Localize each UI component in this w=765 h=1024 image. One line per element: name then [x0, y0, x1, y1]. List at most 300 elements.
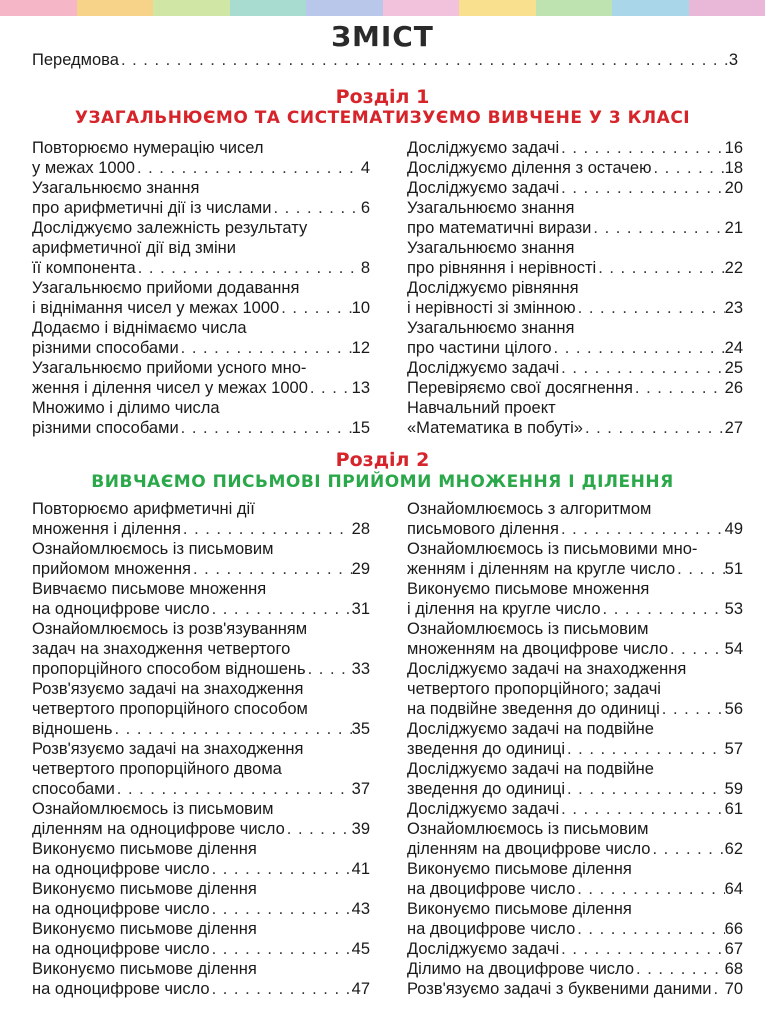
toc-entry[interactable] — [407, 198, 743, 238]
entry-title: про частини цілого — [407, 339, 552, 357]
toc-entry-line — [407, 959, 743, 979]
entry-title: Досліджуємо задачі — [407, 139, 560, 157]
toc-entry-line — [407, 499, 743, 519]
page-number: 16 — [724, 139, 743, 157]
entry-title: на одноцифрове число — [32, 900, 210, 918]
page-number: 45 — [351, 940, 370, 958]
section-1-left-column — [32, 138, 370, 438]
leader-dots — [210, 979, 352, 999]
entry-title: четвертого пропорційного двома — [32, 760, 282, 778]
toc-entry-line — [32, 839, 370, 859]
entry-title: Ознайомлюємось із розв'язуванням — [32, 620, 308, 638]
leader-dots — [633, 378, 725, 398]
color-strip-segment — [306, 0, 383, 16]
entry-title: прийомом множення — [32, 560, 191, 578]
entry-title: Узагальнюємо знання — [32, 179, 200, 197]
entry-title: Перевіряємо свої досягнення — [407, 379, 633, 397]
toc-entry-line — [407, 879, 743, 899]
toc-entry[interactable] — [407, 799, 743, 819]
toc-entry-line — [32, 539, 370, 559]
entry-title: Виконуємо письмове ділення — [32, 840, 257, 858]
toc-entry-line — [32, 799, 370, 819]
toc-entry-line — [32, 519, 370, 539]
leader-dots — [559, 358, 724, 378]
page-number: 27 — [724, 419, 743, 437]
toc-entry-line — [407, 659, 743, 679]
entry-title: Виконуємо письмове ділення — [32, 920, 257, 938]
toc-entry-line — [407, 899, 743, 919]
color-strip-segment — [383, 0, 460, 16]
toc-entry-line — [32, 939, 370, 959]
entry-title: зведення до одиниці — [407, 740, 565, 758]
toc-entry-line — [32, 398, 370, 418]
leader-dots — [559, 519, 725, 539]
entry-title: Досліджуємо ділення з остачею — [407, 159, 652, 177]
toc-entry[interactable] — [407, 819, 743, 859]
page-number: 29 — [351, 560, 370, 578]
toc-entry-line — [32, 278, 370, 298]
leader-dots — [210, 859, 352, 879]
entry-title: Вивчаємо письмове множення — [32, 580, 267, 598]
page-number: 47 — [351, 980, 370, 998]
toc-entry-line — [407, 719, 743, 739]
color-strip-segment — [153, 0, 230, 16]
leader-dots — [115, 779, 352, 799]
toc-entry-line — [32, 599, 370, 619]
leader-dots — [308, 378, 352, 398]
page-number: 13 — [351, 379, 370, 397]
entry-title: Досліджуємо задачі — [407, 179, 560, 197]
section-1-label: Розділ 1 — [335, 86, 430, 108]
toc-entry-line — [32, 138, 370, 158]
leader-dots — [559, 799, 724, 819]
entry-title: і віднімання чисел у межах 1000 — [32, 299, 280, 317]
toc-entry[interactable] — [407, 719, 743, 759]
leader-dots — [112, 719, 351, 739]
toc-entry[interactable] — [407, 939, 743, 959]
color-strip-segment — [0, 0, 77, 16]
page-number: 56 — [724, 700, 743, 718]
entry-title: на одноцифрове число — [32, 860, 210, 878]
toc-entry-line — [32, 699, 370, 719]
leader-dots — [285, 819, 352, 839]
toc-entry-line — [32, 579, 370, 599]
toc-entry-line — [407, 599, 743, 619]
page-number: 43 — [351, 900, 370, 918]
entry-title: зведення до одиниці — [407, 780, 565, 798]
entry-title: Ділимо на двоцифрове число — [407, 960, 635, 978]
leader-dots — [210, 599, 352, 619]
page-number: 25 — [724, 359, 743, 377]
leader-dots — [210, 899, 352, 919]
toc-entry[interactable] — [407, 619, 743, 659]
entry-title: на подвійне зведення до одиниці — [407, 700, 660, 718]
toc-entry[interactable] — [407, 899, 743, 939]
entry-title: женням і діленням на кругле число — [407, 560, 676, 578]
toc-entry-line — [32, 198, 370, 218]
toc-entry[interactable] — [32, 579, 370, 619]
page-number: 15 — [351, 419, 370, 437]
entry-title: Ознайомлюємось із письмовим — [32, 540, 274, 558]
page-number: 59 — [724, 780, 743, 798]
entry-title: Навчальний проект — [407, 399, 556, 417]
leader-dots — [596, 258, 724, 278]
leader-dots — [575, 879, 724, 899]
section-1-title: УЗАГАЛЬНЮЄМО ТА СИСТЕМАТИЗУЄМО ВИВЧЕНЕ У 3 КЛАСІ — [74, 108, 691, 128]
toc-entry-line — [32, 499, 370, 519]
leader-dots — [210, 939, 352, 959]
toc-entry-line — [407, 338, 743, 358]
leader-dots — [601, 599, 725, 619]
entry-title: різними способами — [32, 339, 179, 357]
color-strip-segment — [77, 0, 154, 16]
page-number: 70 — [724, 980, 743, 998]
entry-title: Узагальнюємо прийоми додавання — [32, 279, 300, 297]
leader-dots — [668, 639, 725, 659]
toc-entry[interactable] — [407, 178, 743, 198]
entry-title: Досліджуємо задачі — [407, 940, 560, 958]
toc-entry[interactable] — [407, 358, 743, 378]
entry-title: і ділення на кругле число — [407, 600, 601, 618]
color-strip-segment — [689, 0, 765, 16]
page-number: 37 — [351, 780, 370, 798]
toc-entry-line — [407, 979, 743, 999]
toc-entry-line — [32, 318, 370, 338]
toc-entry-line — [32, 619, 370, 639]
leader-dots — [135, 158, 361, 178]
entry-title: Виконуємо письмове ділення — [32, 880, 257, 898]
entry-title: її компонента — [32, 259, 136, 277]
toc-entry-line — [407, 739, 743, 759]
toc-entry[interactable] — [32, 499, 370, 539]
toc-entry-line — [407, 679, 743, 699]
page-number: 22 — [724, 259, 743, 277]
toc-entry-line — [32, 899, 370, 919]
entry-title: на двоцифрове число — [407, 880, 576, 898]
entry-title: четвертого пропорційного способом — [32, 700, 308, 718]
leader-dots — [271, 198, 360, 218]
entry-title: «Математика в побуті» — [407, 419, 583, 437]
color-strip-segment — [230, 0, 307, 16]
entry-title: Множимо і ділимо числа — [32, 399, 220, 417]
page-number: 20 — [724, 179, 743, 197]
page-number: 21 — [724, 219, 743, 237]
page-number: 39 — [351, 820, 370, 838]
entry-title: Досліджуємо задачі — [407, 359, 560, 377]
leader-dots — [191, 559, 352, 579]
page-number: 28 — [351, 520, 370, 538]
entry-title: Досліджуємо залежність результату — [32, 219, 308, 237]
entry-title: Узагальнюємо прийоми усного мно- — [32, 359, 307, 377]
toc-entry[interactable] — [32, 398, 370, 438]
toc-entry-line — [32, 759, 370, 779]
toc-entry[interactable] — [32, 619, 370, 679]
toc-entry-line — [32, 218, 370, 238]
page-number: 23 — [724, 299, 743, 317]
entry-title: Ознайомлюємось із письмовим — [32, 800, 274, 818]
leader-dots — [712, 979, 725, 999]
entry-title: пропорційного способом відношень — [32, 660, 306, 678]
page-number: 54 — [724, 640, 743, 658]
toc-entry-line — [407, 398, 743, 418]
entry-title: письмового ділення — [407, 520, 559, 538]
leader-dots — [559, 138, 724, 158]
toc-entry-line — [32, 679, 370, 699]
entry-title: про математичні вирази — [407, 219, 592, 237]
toc-entry-line — [407, 559, 743, 579]
toc-entry-line — [407, 939, 743, 959]
toc-entry[interactable] — [407, 378, 743, 398]
leader-dots — [634, 959, 725, 979]
toc-entry[interactable] — [407, 278, 743, 318]
leader-dots — [675, 559, 724, 579]
page-number: 41 — [351, 860, 370, 878]
section-2-title: ВИВЧАЄМО ПИСЬМОВІ ПРИЙОМИ МНОЖЕННЯ І ДІЛЕННЯ — [91, 472, 674, 492]
leader-dots — [651, 158, 724, 178]
page-number: 24 — [724, 339, 743, 357]
toc-entry-line — [407, 158, 743, 178]
entry-title: Виконуємо письмове ділення — [32, 960, 257, 978]
toc-entry-line — [32, 819, 370, 839]
leader-dots — [279, 298, 351, 318]
entry-title: на одноцифрове число — [32, 600, 210, 618]
leader-dots — [565, 779, 725, 799]
page-number: 26 — [724, 379, 743, 397]
page-number: 51 — [724, 560, 743, 578]
entry-title: Досліджуємо задачі на знаходження — [407, 660, 687, 678]
page-number: 3 — [728, 51, 738, 69]
toc-entry-line — [407, 619, 743, 639]
page-number: 4 — [360, 159, 370, 177]
color-strip-segment — [459, 0, 536, 16]
toc-entry-line — [407, 779, 743, 799]
toc-entry-line — [407, 519, 743, 539]
leader-dots — [576, 298, 725, 318]
entry-title: множення і ділення — [32, 520, 181, 538]
toc-entry-line — [407, 178, 743, 198]
toc-entry[interactable] — [407, 979, 743, 999]
page-number: 57 — [724, 740, 743, 758]
toc-entry[interactable] — [32, 839, 370, 879]
entry-title: діленням на одноцифрове число — [32, 820, 285, 838]
leader-dots — [559, 178, 724, 198]
toc-entry-line — [407, 639, 743, 659]
toc-entry-line — [32, 358, 370, 378]
page-number: 12 — [351, 339, 370, 357]
toc-entry[interactable] — [32, 318, 370, 358]
toc-entry[interactable] — [407, 238, 743, 278]
toc-entry-line — [32, 378, 370, 398]
leader-dots — [179, 338, 352, 358]
toc-entry[interactable] — [407, 318, 743, 358]
toc-entry-line — [32, 859, 370, 879]
leader-dots — [660, 699, 725, 719]
leader-dots — [559, 939, 724, 959]
entry-title: Виконуємо письмове ділення — [407, 860, 632, 878]
toc-entry[interactable] — [32, 178, 370, 218]
page-number: 66 — [724, 920, 743, 938]
page-number: 64 — [724, 880, 743, 898]
entry-title: ження і ділення чисел у межах 1000 — [32, 379, 308, 397]
color-strip-segment — [536, 0, 613, 16]
entry-title: Узагальнюємо знання — [407, 199, 575, 217]
entry-title: на одноцифрове число — [32, 980, 210, 998]
toc-entry-line — [407, 298, 743, 318]
toc-entry[interactable] — [32, 218, 370, 278]
toc-entry-line — [32, 338, 370, 358]
toc-entry[interactable] — [407, 959, 743, 979]
toc-entry-line — [407, 198, 743, 218]
leader-dots — [119, 50, 729, 70]
toc-entry[interactable] — [407, 499, 743, 539]
toc-entry-line — [407, 358, 743, 378]
toc-entry-line — [32, 719, 370, 739]
entry-title: діленням на двоцифрове число — [407, 840, 651, 858]
entry-title: про арифметичні дії із числами — [32, 199, 272, 217]
entry-title: Виконуємо письмове ділення — [407, 900, 632, 918]
toc-entry[interactable] — [32, 879, 370, 919]
toc-entry-line — [407, 539, 743, 559]
page-number: 8 — [360, 259, 370, 277]
page-number: 10 — [351, 299, 370, 317]
toc-entry-line — [407, 318, 743, 338]
toc-entry-line — [32, 959, 370, 979]
entry-title: Передмова — [32, 51, 119, 69]
toc-entry-line — [32, 418, 370, 438]
entry-title: Виконуємо письмове множення — [407, 580, 650, 598]
toc-entry-line — [32, 919, 370, 939]
toc-entry-line — [32, 559, 370, 579]
toc-entry-line — [407, 258, 743, 278]
entry-title: Узагальнюємо знання — [407, 319, 575, 337]
entry-title: Узагальнюємо знання — [407, 239, 575, 257]
page-number: 6 — [360, 199, 370, 217]
preface-entry[interactable] — [32, 50, 738, 70]
toc-entry-line — [407, 378, 743, 398]
page-title: ЗМІСТ — [331, 20, 434, 53]
toc-entry[interactable] — [32, 358, 370, 398]
toc-entry[interactable] — [32, 959, 370, 999]
toc-entry[interactable] — [32, 739, 370, 799]
entry-title: Ознайомлюємось із письмовими мно- — [407, 540, 698, 558]
toc-entry[interactable] — [407, 539, 743, 579]
toc-entry[interactable] — [407, 759, 743, 799]
toc-entry-line — [32, 779, 370, 799]
toc-entry[interactable] — [32, 278, 370, 318]
toc-entry-line — [32, 238, 370, 258]
toc-entry-line — [407, 278, 743, 298]
leader-dots — [179, 418, 352, 438]
toc-entry[interactable] — [407, 659, 743, 719]
leader-dots — [650, 839, 724, 859]
toc-entry-line — [32, 178, 370, 198]
entry-title: способами — [32, 780, 115, 798]
toc-entry-line — [407, 418, 743, 438]
entry-title: на одноцифрове число — [32, 940, 210, 958]
color-strip-segment — [612, 0, 689, 16]
toc-entry-line — [32, 739, 370, 759]
page-number: 33 — [351, 660, 370, 678]
toc-entry-line — [407, 759, 743, 779]
entry-title: Розв'язуємо задачі на знаходження — [32, 740, 304, 758]
page-number: 18 — [724, 159, 743, 177]
entry-title: задач на знаходження четвертого — [32, 640, 291, 658]
toc-entry[interactable] — [407, 158, 743, 178]
toc-entry[interactable] — [407, 138, 743, 158]
leader-dots — [136, 258, 361, 278]
entry-title: Ознайомлюємось з алгоритмом — [407, 500, 652, 518]
section-2-left-column — [32, 499, 370, 999]
page-number: 61 — [724, 800, 743, 818]
leader-dots — [591, 218, 724, 238]
toc-entry-line — [407, 839, 743, 859]
leader-dots — [575, 919, 724, 939]
toc-entry-line — [407, 579, 743, 599]
toc-entry[interactable] — [32, 919, 370, 959]
entry-title: Розв'язуємо задачі на знаходження — [32, 680, 304, 698]
toc-entry-line — [407, 819, 743, 839]
section-2-label: Розділ 2 — [335, 449, 430, 471]
entry-title: Розв'язуємо задачі з буквеними даними — [407, 980, 712, 998]
entry-title: на двоцифрове число — [407, 920, 576, 938]
toc-entry-line — [407, 699, 743, 719]
entry-title: Досліджуємо рівняння — [407, 279, 579, 297]
toc-entry-line — [32, 258, 370, 278]
entry-title: арифметичної дії від зміни — [32, 239, 236, 257]
page-number: 67 — [724, 940, 743, 958]
toc-entry-line — [407, 919, 743, 939]
toc-entry-line — [407, 238, 743, 258]
entry-title: про рівняння і нерівності — [407, 259, 597, 277]
page-number: 31 — [351, 600, 370, 618]
toc-entry[interactable] — [32, 539, 370, 579]
top-color-strip — [0, 0, 765, 16]
entry-title: Досліджуємо задачі на подвійне — [407, 720, 654, 738]
toc-entry[interactable] — [32, 138, 370, 178]
page-number: 49 — [724, 520, 743, 538]
page-number: 68 — [724, 960, 743, 978]
toc-entry[interactable] — [32, 799, 370, 839]
leader-dots — [306, 659, 352, 679]
entry-title: відношень — [32, 720, 113, 738]
entry-title: Досліджуємо задачі — [407, 800, 560, 818]
toc-entry[interactable] — [32, 679, 370, 739]
toc-entry-line — [407, 799, 743, 819]
page-number: 62 — [724, 840, 743, 858]
entry-title: і нерівності зі змінною — [407, 299, 576, 317]
entry-title: Ознайомлюємось із письмовим — [407, 620, 649, 638]
toc-entry-line — [407, 859, 743, 879]
page-number: 53 — [724, 600, 743, 618]
toc-entry-line — [407, 218, 743, 238]
leader-dots — [181, 519, 352, 539]
section-2-right-column — [407, 499, 743, 999]
toc-entry-line — [32, 158, 370, 178]
toc-entry-line — [407, 138, 743, 158]
toc-entry-line — [32, 639, 370, 659]
entry-title: у межах 1000 — [32, 159, 135, 177]
toc-entry-line — [32, 298, 370, 318]
toc-entry[interactable] — [407, 859, 743, 899]
toc-entry-line — [32, 879, 370, 899]
leader-dots — [583, 418, 725, 438]
leader-dots — [565, 739, 725, 759]
toc-entry[interactable] — [407, 579, 743, 619]
toc-entry[interactable] — [407, 398, 743, 438]
entry-title: множенням на двоцифрове число — [407, 640, 668, 658]
entry-title: Повторюємо арифметичні дії — [32, 500, 255, 518]
entry-title: четвертого пропорційного; задачі — [407, 680, 661, 698]
